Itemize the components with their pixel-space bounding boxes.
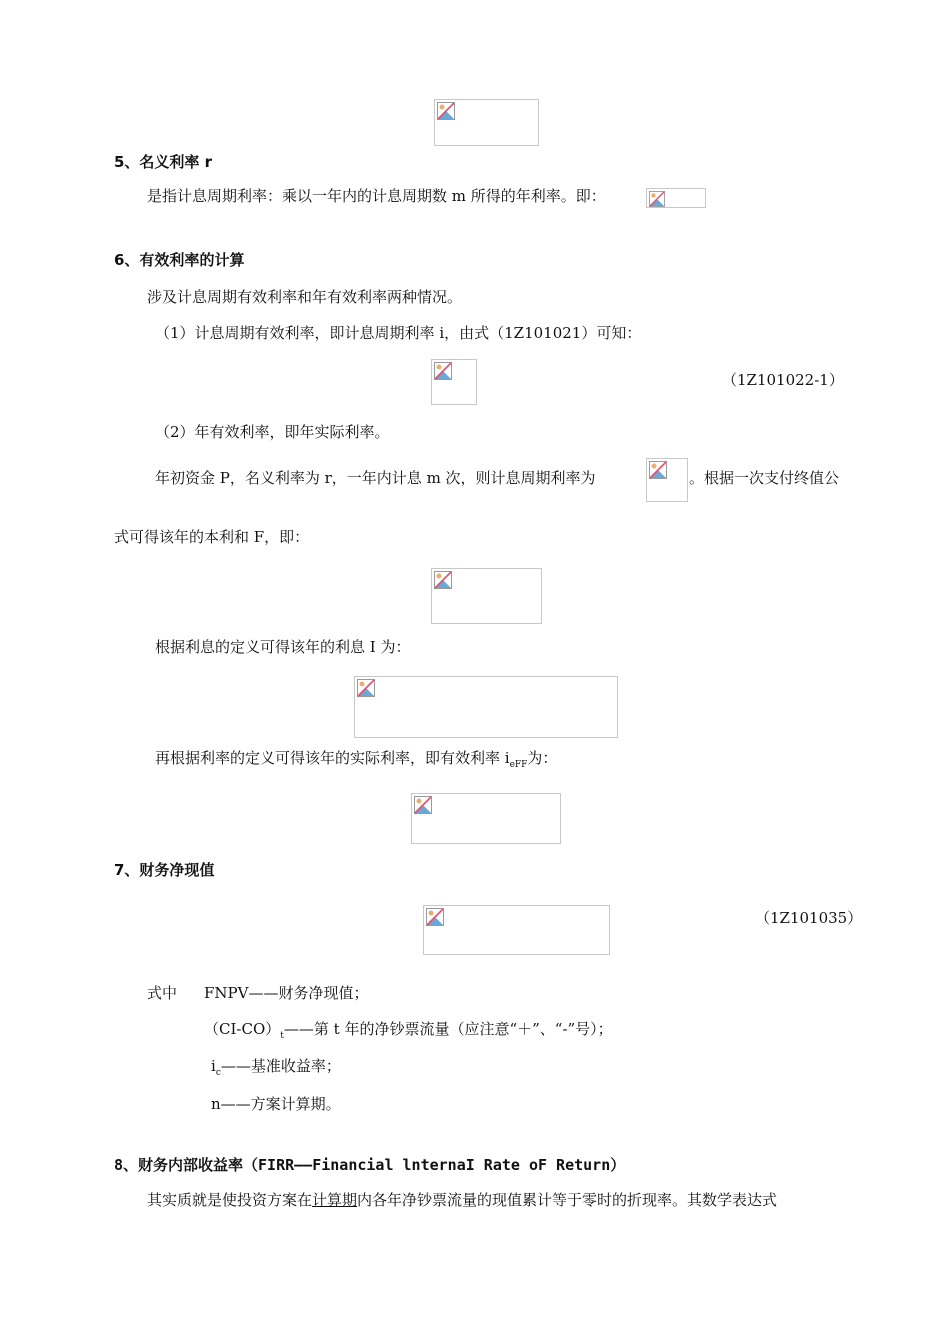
broken-image-icon [649, 191, 665, 207]
definition-ic [211, 1056, 341, 1076]
section-6-p3c: 式可得该年的本利和 F，即： [114, 528, 310, 546]
formula-image-effective-rate [411, 793, 561, 844]
section-6-p1: （1）计息周期有效利率，即计息周期利率 i，由式（1Z101021）可知： [155, 324, 642, 342]
definition-ic-b: ——基准收益率； [220, 1057, 341, 1075]
section-6-title: 6、有效利率的计算 [114, 251, 245, 269]
section-6-p3a: 年初资金 P，名义利率为 r，一年内计息 m 次，则计息周期利率为 [155, 469, 596, 487]
definition-ic-subscript: c [215, 1068, 221, 1078]
definition-cash-flow-subscript: t [280, 1031, 284, 1041]
broken-image-icon [649, 461, 667, 479]
definition-n: n——方案计算期。 [211, 1095, 341, 1113]
broken-image-icon [414, 796, 432, 814]
section-6-p2: （2）年有效利率，即年实际利率。 [155, 423, 390, 441]
definition-cash-flow-b: ——第 t 年的净钞票流量（应注意“＋”、“-”号）； [283, 1020, 613, 1038]
broken-image-icon [426, 908, 444, 926]
section-7-title: 7、财务净现值 [114, 861, 215, 879]
section-6-p5 [155, 748, 557, 768]
formula-image-interest [354, 676, 618, 738]
section-6-p3b: 。根据一次支付终值公 [689, 469, 840, 487]
definition-ic-a: i [211, 1057, 216, 1075]
section-6-p5a: 再根据利率的定义可得该年的实际利率，即有效利率 i [155, 749, 510, 767]
formula-image-r-over-m [646, 458, 688, 502]
section-6-p4: 根据利息的定义可得该年的利息 I 为： [155, 638, 411, 656]
broken-image-icon [434, 571, 452, 589]
link-calculation-period[interactable]: 计算期 [312, 1191, 358, 1209]
where-label: 式中 [147, 984, 178, 1002]
definition-cash-flow-a: （CI-CO） [204, 1020, 281, 1038]
section-5-body: 是指计息周期利率：乘以一年内的计息周期数 m 所得的年利率。即： [147, 187, 606, 205]
section-6-p5-subscript: eFF [509, 760, 528, 770]
formula-image-future-value [431, 568, 542, 624]
section-5-title: 5、名义利率 r [114, 153, 213, 171]
formula-image-period-rate [431, 359, 477, 405]
section-6-p5b: 为： [527, 749, 558, 767]
formula-image-fnpv [423, 905, 610, 955]
section-8-body-b: 内各年净钞票流量的现值累计等于零时的折现率。其数学表达式 [357, 1191, 778, 1209]
formula-image-nominal-rate [646, 188, 706, 208]
definition-cash-flow [204, 1019, 613, 1039]
broken-image-icon [357, 679, 375, 697]
section-6-intro: 涉及计息周期有效利率和年有效利率两种情况。 [147, 288, 463, 306]
section-8-body-a: 其实质就是使投资方案在 [147, 1191, 313, 1209]
equation-number-2: （1Z101035） [755, 909, 863, 927]
broken-image-icon [437, 102, 455, 120]
formula-image-top [434, 99, 539, 146]
broken-image-icon [434, 362, 452, 380]
equation-number-1: （1Z101022-1） [722, 371, 844, 389]
section-8-title: 8、财务内部收益率（FIRR——Financial lnternaI Rate oF Return） [114, 1156, 626, 1174]
definition-fnpv: FNPV——财务净现值； [204, 984, 369, 1002]
section-8-body [147, 1190, 777, 1210]
